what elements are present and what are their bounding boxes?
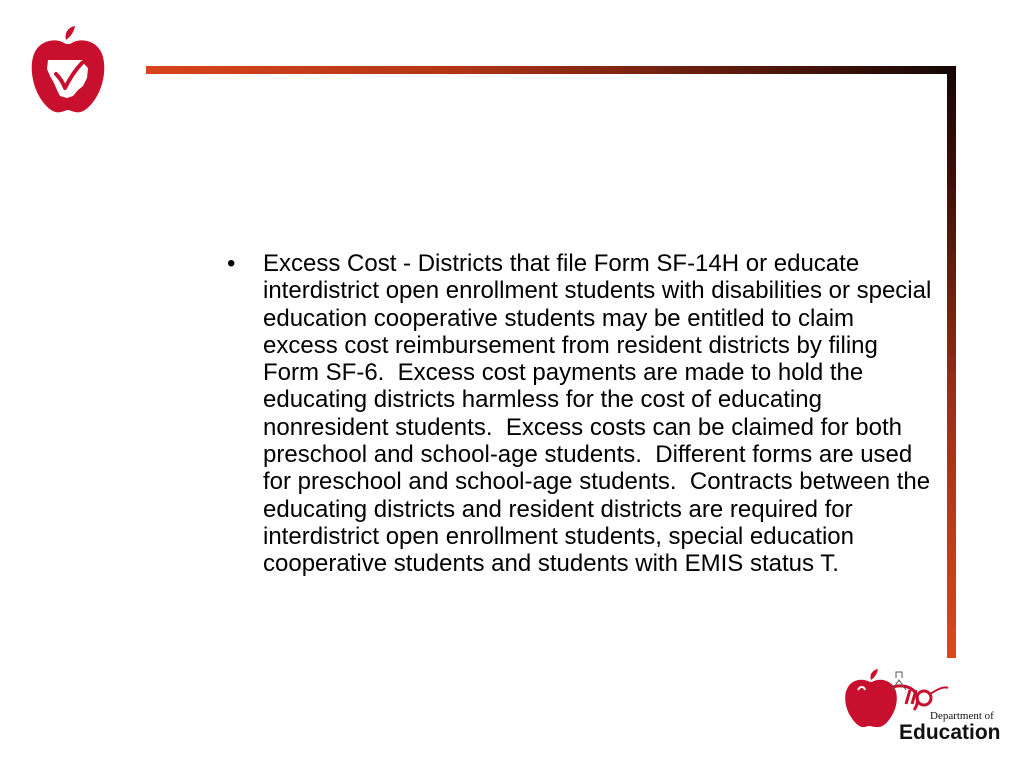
- bullet-item: [227, 250, 938, 578]
- bullet-icon: •: [227, 250, 236, 277]
- bullet-text: Excess Cost - Districts that file Form SF-14H or educate interdistrict open enrollment students with disabilities or special education cooperative students may be entitled to claim excess cost reimbursement from resident districts by filing Form SF-6. Excess cost payments are made to hold the educating districts harmless for the cost of educating nonresident students. Excess costs can be claimed for both preschool and school-age students. Different forms are used for preschool and school-age students. Contracts between the educating districts and resident districts are required for interdistrict open enrollment students, special education cooperative students and students with EMIS status T.: [263, 250, 938, 578]
- side-accent-bar: [947, 66, 956, 658]
- apple-checkmark-logo-icon: [30, 26, 106, 114]
- top-accent-bar: [146, 66, 956, 74]
- ode-department-label: Department of: [930, 710, 994, 722]
- ode-education-label: Education: [899, 721, 1001, 744]
- ohio-department-of-education-logo: [844, 664, 1006, 746]
- slide-content: [227, 250, 938, 578]
